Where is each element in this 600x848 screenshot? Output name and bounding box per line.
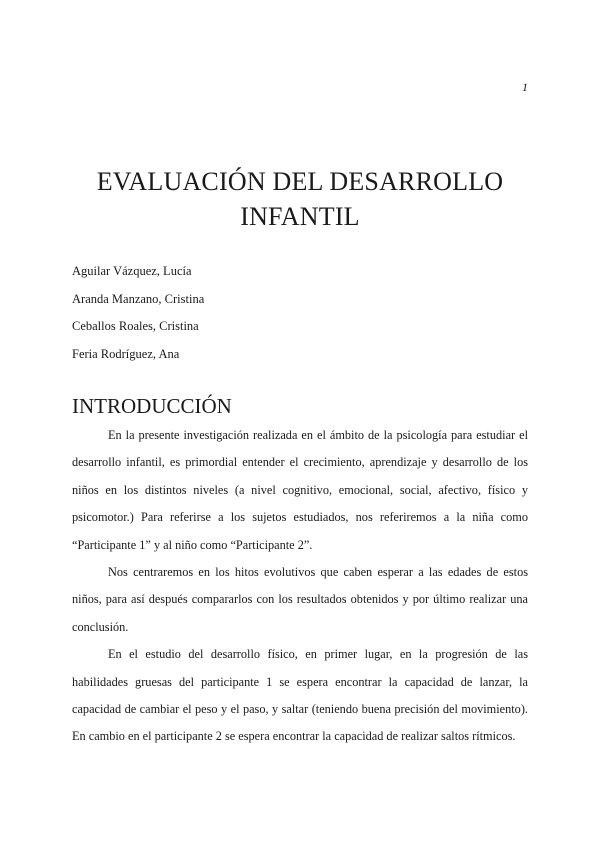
body-paragraph: Nos centraremos en los hitos evolutivos que caben esperar a las edades de estos niños, para así después compararlos con los resultados obtenidos y por último realizar una conclusión. — [72, 565, 528, 634]
document-title-line-2: INFANTIL — [240, 202, 360, 231]
body-paragraph: En la presente investigación realizada en el ámbito de la psicología para estudiar el desarrollo infantil, es primordial entender el crecimiento, aprendizaje y desarrollo de los niños en los distintos niveles (a nivel cognitivo, emocional, social, afectivo, físico y psicomotor.) Para referirse a los sujetos estudiados, nos referiremos a la niña como “Participante 1” y al niño como “Participante 2”. — [72, 428, 528, 552]
author-list — [72, 262, 204, 372]
author-name: Aranda Manzano, Cristina — [72, 291, 205, 306]
introduction-body — [72, 422, 528, 751]
section-heading-introduction: INTRODUCCIÓN — [72, 394, 232, 418]
author-name: Ceballos Roales, Cristina — [72, 319, 199, 333]
document-title — [60, 164, 540, 234]
page-number: 1 — [522, 80, 528, 94]
author-name: Aguilar Vázquez, Lucía — [72, 264, 192, 278]
author-name: Feria Rodríguez, Ana — [72, 346, 180, 361]
document-title-line-1: EVALUACIÓN DEL DESARROLLO — [96, 167, 504, 196]
body-paragraph: En el estudio del desarrollo físico, en primer lugar, en la progresión de las habilidades gruesas del participante 1 se espera encontrar la capacidad de lanzar, la capacidad de cambiar el peso y el paso, y saltar (teniendo buena precisión del movimiento). En cambio en el participante 2 se espera encontrar la capacidad de realizar saltos rítmicos. — [72, 647, 528, 744]
